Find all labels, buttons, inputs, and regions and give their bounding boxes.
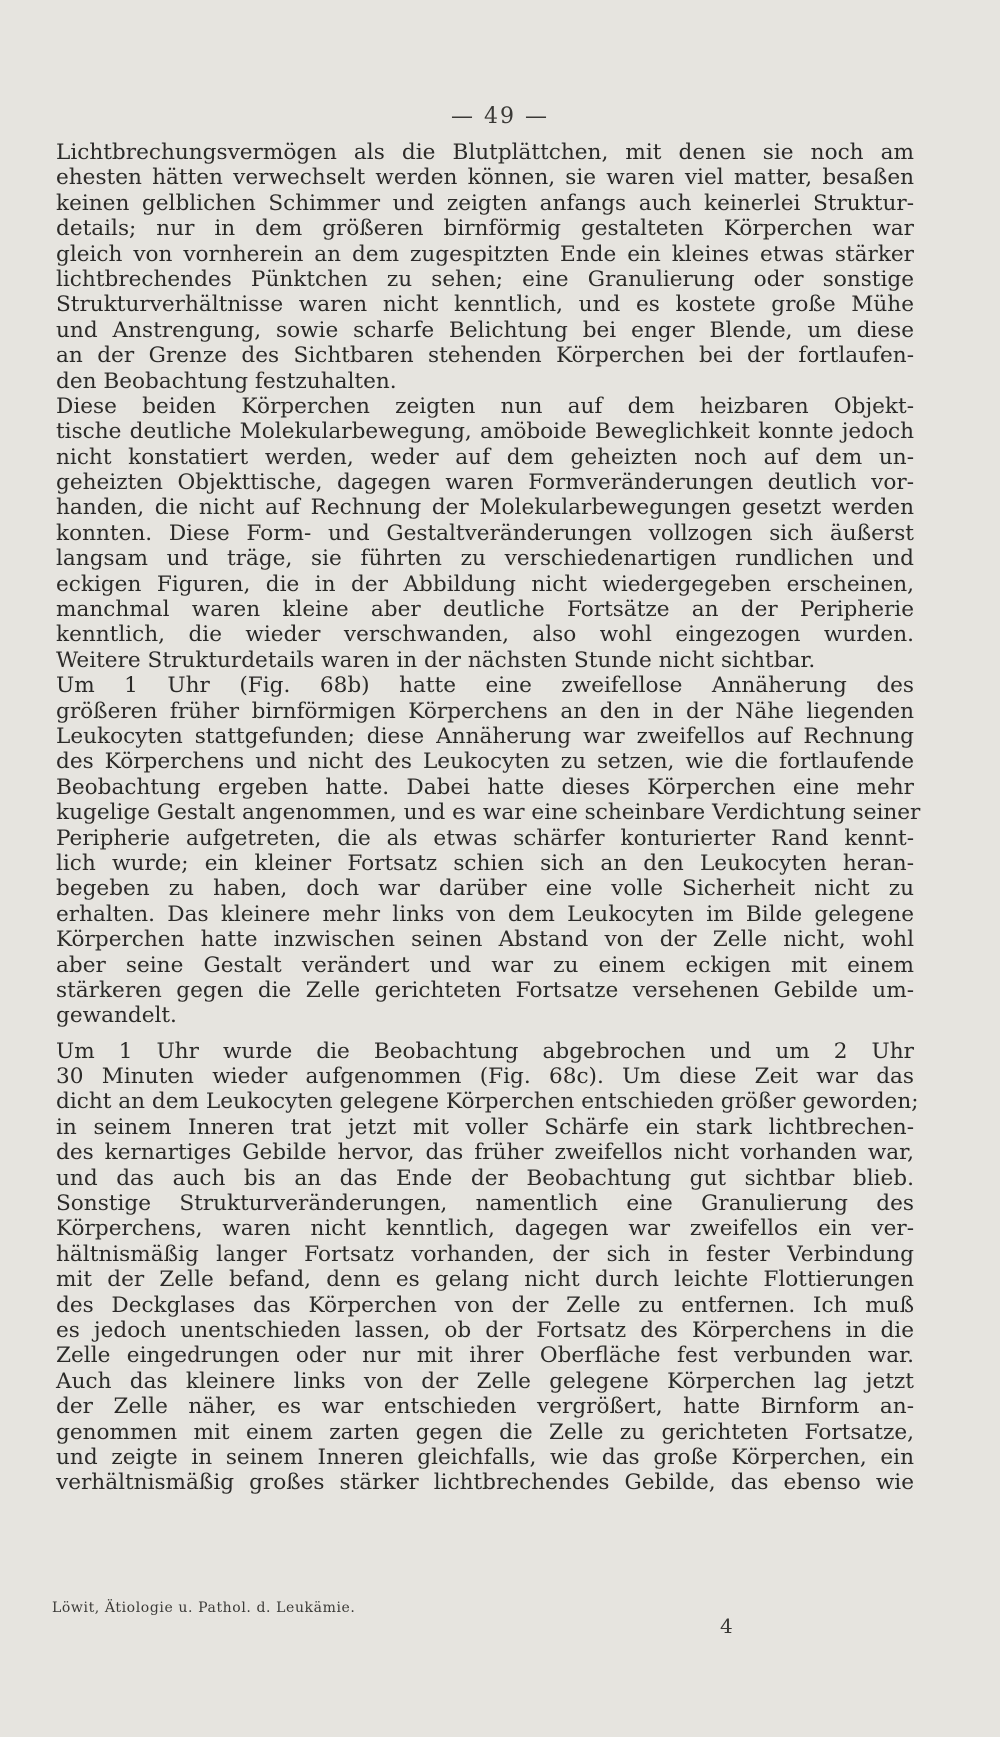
text-line: Um 1 Uhr (Fig. 68b) hatte eine zweifellose Annäherung des [56, 673, 914, 699]
text-line: den Beobachtung festzuhalten. [56, 368, 397, 394]
text-line: ehesten hätten verwechselt werden können, sie waren viel matter, besaßen [56, 165, 914, 191]
body-text [56, 140, 921, 1496]
text-line: begeben zu haben, doch war darüber eine volle Sicherheit nicht zu [56, 876, 914, 902]
signature-mark: 4 [720, 1614, 733, 1638]
text-line: und zeigte in seinem Inneren gleichfalls, wie das große Körperchen, ein [56, 1444, 914, 1470]
text-line: hältnismäßig langer Fortsatz vorhanden, der sich in fester Verbindung [56, 1241, 914, 1267]
text-line: des Körperchens und nicht des Leukocyten zu setzen, wie die fortlaufende [56, 749, 914, 775]
text-line: gleich von vornherein an dem zugespitzten Ende ein kleines etwas stärker [56, 241, 914, 267]
text-line: genommen mit einem zarten gegen die Zelle zu gerichteten Fortsatze, [56, 1419, 914, 1445]
text-line: tische deutliche Molekularbewegung, amöboide Beweglichkeit konnte jedoch [56, 419, 914, 445]
text-line: handen, die nicht auf Rechnung der Molekularbewegungen gesetzt werden [56, 495, 914, 521]
text-line: Zelle eingedrungen oder nur mit ihrer Oberfläche fest verbunden war. [56, 1343, 914, 1369]
text-line: und das auch bis an das Ende der Beobachtung gut sichtbar blieb. [56, 1165, 914, 1191]
text-line: Körperchen hatte inzwischen seinen Abstand von der Zelle nicht, wohl [56, 927, 914, 953]
text-line: keinen gelblichen Schimmer und zeigten anfangs auch keinerlei Struktur- [56, 190, 914, 216]
text-line: größeren früher birnförmigen Körperchens an den in der Nähe liegenden [56, 698, 914, 724]
text-line: Lichtbrechungsvermögen als die Blutplättchen, mit denen sie noch am [56, 140, 914, 165]
text-line: es jedoch unentschieden lassen, ob der Fortsatz des Körperchens in die [56, 1317, 914, 1343]
text-line: kenntlich, die wieder verschwanden, also wohl eingezogen wurden. [56, 622, 914, 648]
text-line: Beobachtung ergeben hatte. Dabei hatte dieses Körperchen eine mehr [56, 774, 914, 800]
page-number: — 49 — [451, 104, 549, 129]
text-line: Um 1 Uhr wurde die Beobachtung abgebrochen und um 2 Uhr [56, 1038, 914, 1064]
text-line: aber seine Gestalt verändert und war zu einem eckigen mit einem [56, 952, 914, 978]
text-line: nicht konstatiert werden, weder auf dem geheizten noch auf dem un- [56, 444, 914, 470]
text-line: und Anstrengung, sowie scharfe Belichtung bei enger Blende, um diese [56, 317, 914, 343]
text-line: 30 Minuten wieder aufgenommen (Fig. 68c). Um diese Zeit war das [56, 1064, 914, 1090]
text-line: erhalten. Das kleinere mehr links von dem Leukocyten im Bilde gelegene [56, 901, 914, 927]
text-line: des kernartiges Gebilde hervor, das früher zweifellos nicht vorhanden war, [56, 1140, 914, 1166]
text-line: gewandelt. [56, 1003, 177, 1029]
running-title: Löwit, Ätiologie u. Pathol. d. Leukämie. [52, 1600, 356, 1616]
text-line: des Deckglases das Körperchen von der Zelle zu entfernen. Ich muß [56, 1292, 914, 1318]
text-line: stärkeren gegen die Zelle gerichteten Fortsatze versehenen Gebilde um- [56, 977, 914, 1003]
text-line: der Zelle näher, es war entschieden vergrößert, hatte Birnform an- [56, 1394, 914, 1420]
text-line: langsam und träge, sie führten zu verschiedenartigen rundlichen und [56, 546, 914, 572]
text-line: lich wurde; ein kleiner Fortsatz schien sich an den Leukocyten heran- [56, 850, 914, 876]
paragraph-2 [56, 394, 914, 673]
text-line: Weitere Strukturdetails waren in der nächsten Stunde nicht sichtbar. [56, 647, 816, 673]
paragraph-3 [56, 673, 921, 1029]
text-line: Körperchens, waren nicht kenntlich, dagegen war zweifellos ein ver- [56, 1216, 914, 1242]
paragraph-1 [56, 140, 914, 394]
text-line: Auch das kleinere links von der Zelle gelegene Körperchen lag jetzt [56, 1368, 914, 1394]
text-line: verhältnismäßig großes stärker lichtbrechendes Gebilde, das ebenso wie [56, 1470, 914, 1496]
text-line: kugelige Gestalt angenommen, und es war eine scheinbare Verdichtung seiner [56, 800, 921, 826]
text-line: Diese beiden Körperchen zeigten nun auf dem heizbaren Objekt- [56, 393, 914, 419]
text-line: Sonstige Strukturveränderungen, namentlich eine Granulierung des [56, 1191, 914, 1217]
text-line: details; nur in dem größeren birnförmig gestalteten Körperchen war [56, 216, 914, 242]
text-line: Leukocyten stattgefunden; diese Annäherung war zweifellos auf Rechnung [56, 723, 914, 749]
text-line: Peripherie aufgetreten, die als etwas schärfer konturierter Rand kennt- [56, 825, 914, 851]
paragraph-4 [56, 1038, 919, 1496]
paragraph-gap [56, 1029, 914, 1039]
text-line: manchmal waren kleine aber deutliche Fortsätze an der Peripherie [56, 597, 914, 623]
text-line: eckigen Figuren, die in der Abbildung nicht wiedergegeben erscheinen, [56, 571, 914, 597]
text-line: in seinem Inneren trat jetzt mit voller Schärfe ein stark lichtbrechen- [56, 1114, 914, 1140]
text-line: mit der Zelle befand, denn es gelang nicht durch leichte Flottierungen [56, 1267, 914, 1293]
text-line: geheizten Objekttische, dagegen waren Formveränderungen deutlich vor- [56, 470, 914, 496]
text-line: an der Grenze des Sichtbaren stehenden Körperchen bei der fortlaufen- [56, 343, 914, 369]
text-line: lichtbrechendes Pünktchen zu sehen; eine Granulierung oder sonstige [56, 266, 914, 292]
text-line: konnten. Diese Form- und Gestaltveränderungen vollzogen sich äußerst [56, 520, 914, 546]
text-line: dicht an dem Leukocyten gelegene Körperchen entschieden größer geworden; [56, 1089, 919, 1115]
text-line: Strukturverhältnisse waren nicht kenntlich, und es kostete große Mühe [56, 292, 914, 318]
page-footer [52, 1598, 922, 1638]
